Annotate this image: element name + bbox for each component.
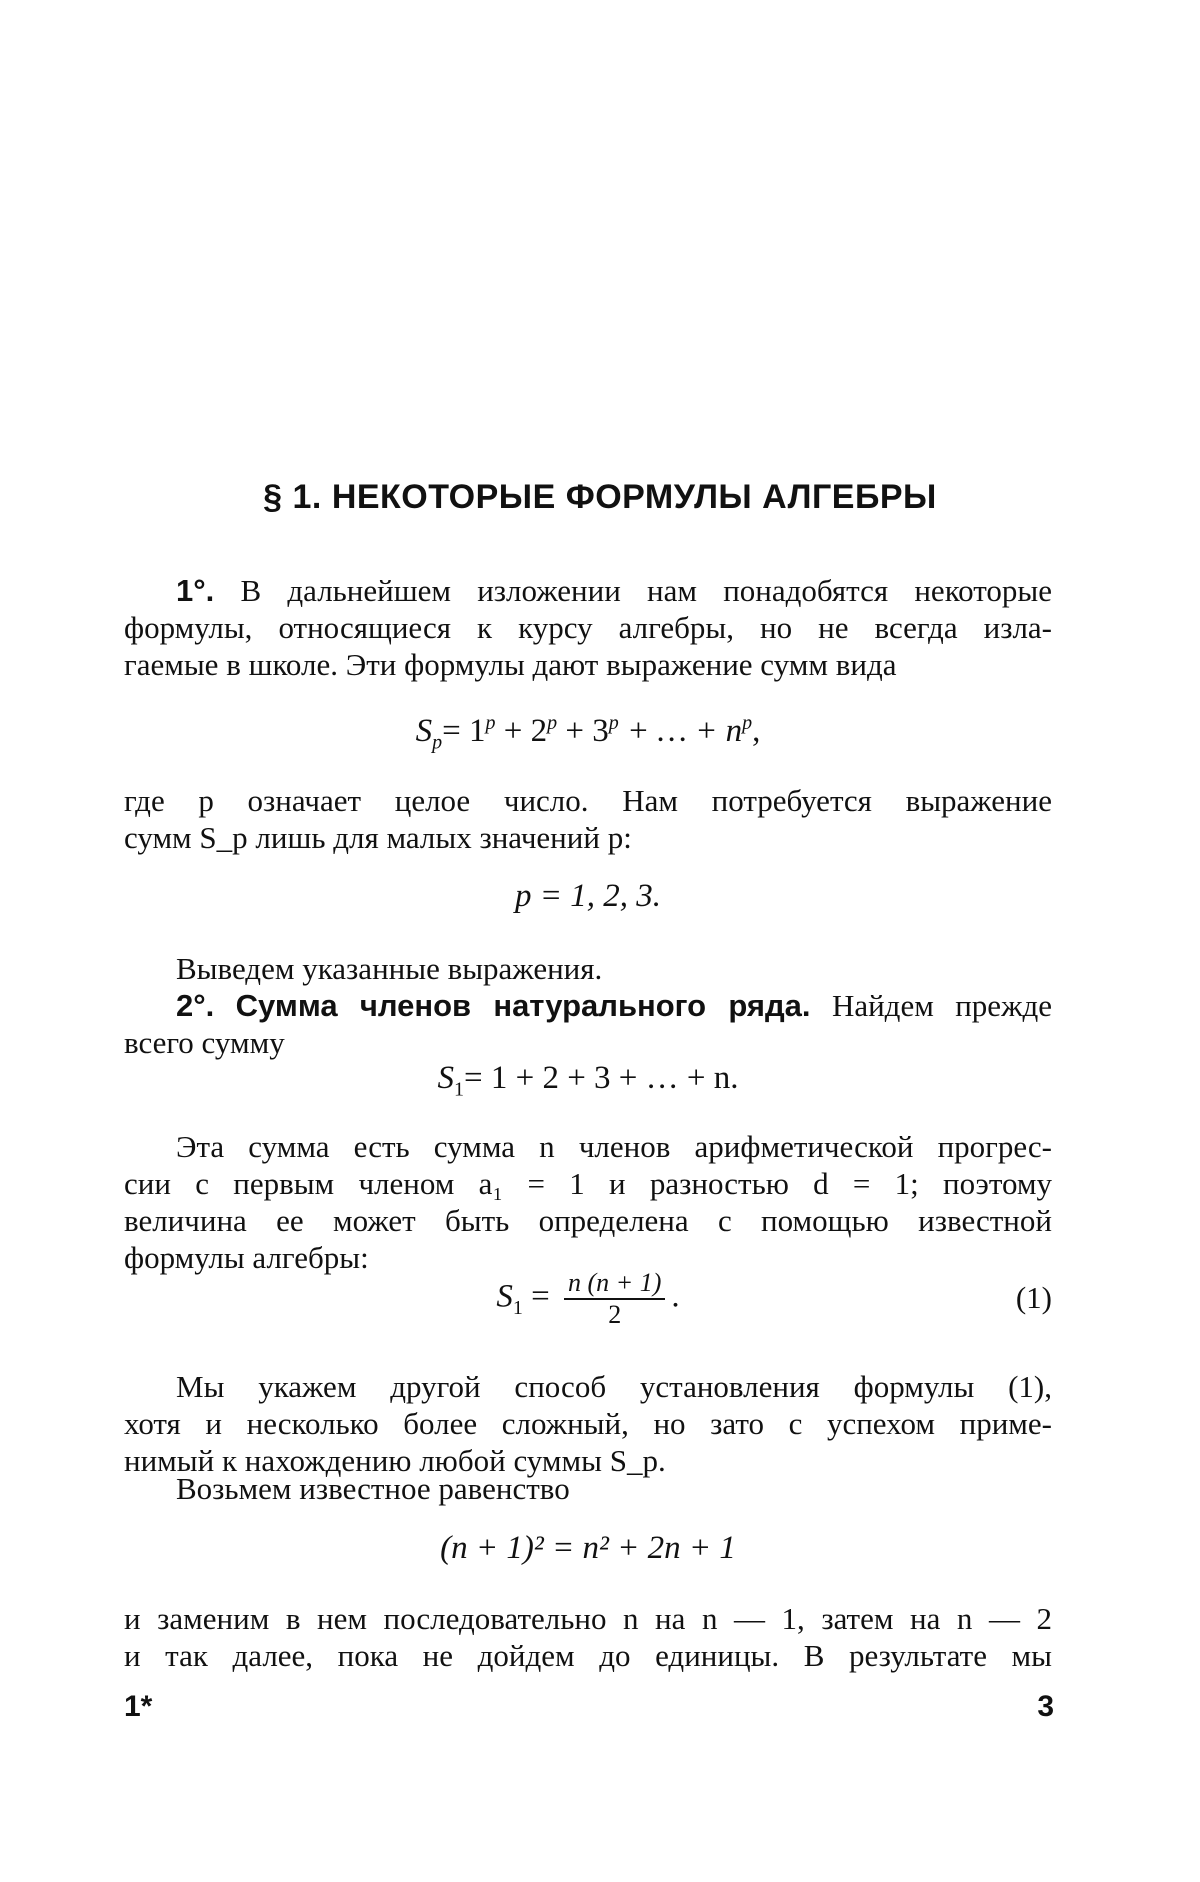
paragraph-4 [124,987,1052,1061]
paragraph-line: хотя и несколько более сложный, но зато с успехом приме- [124,1406,1052,1441]
paragraph-7 [124,1470,1052,1507]
paragraph-8 [124,1600,1052,1674]
formula-p-values: p = 1, 2, 3. [514,878,662,914]
paragraph-line: где p означает целое число. Нам потребуется выражение [124,783,1052,818]
equation-number: (1) [1015,1280,1052,1315]
signature-mark: 1* [124,1690,153,1723]
paragraph-6 [124,1368,1052,1479]
paragraph-line: величина ее может быть определена с помощью известной [124,1203,1052,1238]
formula-sum-p: $S_p= 1^p + 2^p + 3^p$ + … + $n^p$, [415,712,761,754]
paragraph-line: формулы, относящиеся к курсу алгебры, но не всегда изла- [124,610,1052,645]
paragraph-line: 1°. В дальнейшем изложении нам понадобятся некоторые [176,573,1053,608]
item-number: 2°. [176,988,215,1023]
paragraph-line: сии с первым членом a₁ = 1 и разностью d = 1; поэтому [124,1166,1052,1201]
page-number: 3 [1037,1690,1054,1723]
paragraph-1 [124,572,1052,683]
paragraph-line: гаемые в школе. Эти формулы дают выражение сумм вида [124,647,897,682]
formula-square: (n + 1)² = n² + 2n + 1 [440,1530,736,1566]
item-number: 1°. [176,573,215,608]
paragraph-line: Эта сумма есть сумма n членов арифметической прогрес- [176,1129,1052,1164]
paragraph-line: Выведем указанные выражения. [176,951,603,986]
paragraph-5 [124,1128,1052,1276]
paragraph-line: всего сумму [124,1025,285,1060]
paragraph-line: 2°. Сумма членов натурального ряда. Найдем прежде [176,988,1053,1023]
formula-1: $S_1$ = $\frac{n (n + 1)}{2}$ . (1) [496,1268,1052,1329]
paragraph-line: Возьмем известное равенство [176,1471,570,1506]
formula-s1: $S_1= 1 + 2 + 3$ + … + n. [437,1060,739,1101]
section-heading: § 1. НЕКОТОРЫЕ ФОРМУЛЫ АЛГЕБРЫ [263,478,937,516]
paragraph-line: формулы алгебры: [124,1240,369,1275]
paragraph-line: сумм S_p лишь для малых значений p: [124,820,632,855]
paragraph-line: нимый к нахождению любой суммы S_p. [124,1443,666,1478]
fraction: $\frac{n (n + 1)}{2}$ [564,1268,665,1330]
paragraph-2 [124,782,1052,856]
paragraph-line: и так далее, пока не дойдем до единицы. В результате мы [124,1638,1052,1673]
paragraph-line: и заменим в нем последовательно n на n — 1, затем на n — 2 [124,1601,1052,1636]
paragraph-line: Мы укажем другой способ установления формулы (1), [176,1369,1052,1404]
paragraph-3 [124,950,1052,987]
subsection-title: Сумма членов натурального ряда. [235,988,811,1023]
